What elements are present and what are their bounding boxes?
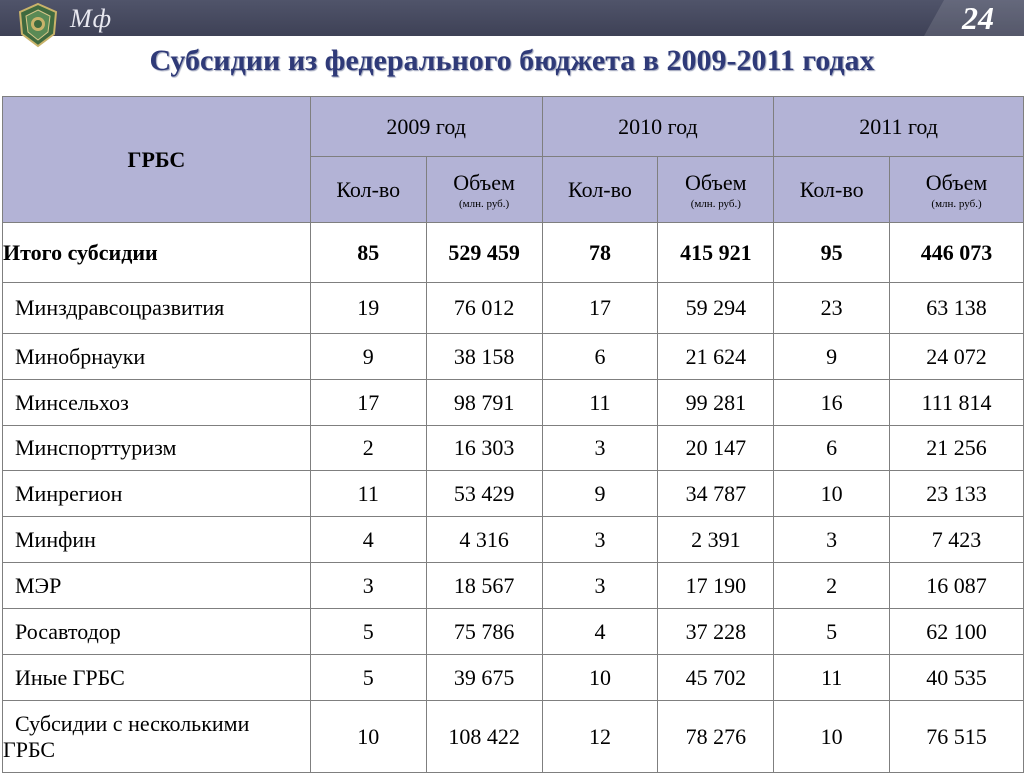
cell-value: 37 228: [658, 609, 774, 655]
total-row: [3, 223, 1024, 283]
table-row: [3, 701, 1024, 773]
count-header: Кол-во: [774, 157, 890, 223]
cell-value: 6: [542, 334, 658, 380]
grbs-header: ГРБС: [3, 97, 311, 223]
row-name: Минобрнауки: [3, 334, 311, 380]
cell-value: 98 791: [426, 380, 542, 426]
cell-value: 53 429: [426, 471, 542, 517]
volume-header: Объем (млн. руб.): [890, 157, 1024, 223]
cell-value: 111 814: [890, 380, 1024, 426]
cell-value: 85: [310, 223, 426, 283]
cell-value: 62 100: [890, 609, 1024, 655]
ministry-emblem-icon: [16, 2, 60, 48]
cell-value: 34 787: [658, 471, 774, 517]
cell-value: 5: [774, 609, 890, 655]
cell-value: 5: [310, 609, 426, 655]
cell-value: 21 256: [890, 426, 1024, 471]
cell-value: 4: [542, 609, 658, 655]
cell-value: 10: [310, 701, 426, 773]
row-name: Минспорттуризм: [3, 426, 311, 471]
table-row: [3, 517, 1024, 563]
cell-value: 4 316: [426, 517, 542, 563]
cell-value: 3: [542, 426, 658, 471]
cell-value: 10: [774, 471, 890, 517]
year-header-2010: 2010 год: [542, 97, 774, 157]
cell-value: 76 012: [426, 283, 542, 334]
table-row: [3, 334, 1024, 380]
cell-value: 17: [310, 380, 426, 426]
slide-title: Субсидии из федерального бюджета в 2009-2011 годах: [149, 44, 875, 77]
cell-value: 24 072: [890, 334, 1024, 380]
header-row-years: [3, 97, 1024, 157]
cell-value: 415 921: [658, 223, 774, 283]
row-name: Минсельхоз: [3, 380, 311, 426]
cell-value: 3: [542, 517, 658, 563]
cell-value: 9: [542, 471, 658, 517]
cell-value: 6: [774, 426, 890, 471]
cell-value: 12: [542, 701, 658, 773]
cell-value: 40 535: [890, 655, 1024, 701]
cell-value: 16: [774, 380, 890, 426]
cell-value: 9: [774, 334, 890, 380]
cell-value: 78 276: [658, 701, 774, 773]
cell-value: 3: [774, 517, 890, 563]
subsidies-table: [2, 96, 1024, 773]
row-name: Итого субсидии: [3, 223, 311, 283]
cell-value: 5: [310, 655, 426, 701]
cell-value: 4: [310, 517, 426, 563]
cell-value: 9: [310, 334, 426, 380]
row-name: Минздравсоцразвития: [3, 283, 311, 334]
cell-value: 16 303: [426, 426, 542, 471]
row-name: Росавтодор: [3, 609, 311, 655]
table-row: [3, 609, 1024, 655]
table-row: [3, 283, 1024, 334]
count-header: Кол-во: [310, 157, 426, 223]
cell-value: 78: [542, 223, 658, 283]
cell-value: 63 138: [890, 283, 1024, 334]
cell-value: 95: [774, 223, 890, 283]
cell-value: 11: [310, 471, 426, 517]
cell-value: 20 147: [658, 426, 774, 471]
cell-value: 10: [774, 701, 890, 773]
cell-value: 446 073: [890, 223, 1024, 283]
table-row: [3, 471, 1024, 517]
row-name: МЭР: [3, 563, 311, 609]
count-header: Кол-во: [542, 157, 658, 223]
cell-value: 39 675: [426, 655, 542, 701]
year-header-2011: 2011 год: [774, 97, 1024, 157]
cell-value: 59 294: [658, 283, 774, 334]
logo-text: Мф: [70, 4, 113, 33]
cell-value: 108 422: [426, 701, 542, 773]
cell-value: 17 190: [658, 563, 774, 609]
cell-value: 21 624: [658, 334, 774, 380]
cell-value: 10: [542, 655, 658, 701]
cell-value: 17: [542, 283, 658, 334]
cell-value: 529 459: [426, 223, 542, 283]
volume-header: Объем (млн. руб.): [426, 157, 542, 223]
volume-header: Объем (млн. руб.): [658, 157, 774, 223]
row-name: Субсидии с несколькими ГРБС: [3, 701, 311, 773]
cell-value: 76 515: [890, 701, 1024, 773]
cell-value: 19: [310, 283, 426, 334]
cell-value: 16 087: [890, 563, 1024, 609]
cell-value: 2 391: [658, 517, 774, 563]
row-name: Иные ГРБС: [3, 655, 311, 701]
table-row: [3, 655, 1024, 701]
cell-value: 7 423: [890, 517, 1024, 563]
cell-value: 99 281: [658, 380, 774, 426]
cell-value: 45 702: [658, 655, 774, 701]
row-name: Минрегион: [3, 471, 311, 517]
cell-value: 75 786: [426, 609, 542, 655]
page-number: 24: [962, 0, 994, 36]
cell-value: 3: [542, 563, 658, 609]
cell-value: 23 133: [890, 471, 1024, 517]
table-row: [3, 563, 1024, 609]
cell-value: 38 158: [426, 334, 542, 380]
table-row: [3, 426, 1024, 471]
cell-value: 2: [310, 426, 426, 471]
cell-value: 11: [542, 380, 658, 426]
cell-value: 18 567: [426, 563, 542, 609]
row-name: Минфин: [3, 517, 311, 563]
table-row: [3, 380, 1024, 426]
top-bar: [0, 0, 1024, 36]
cell-value: 23: [774, 283, 890, 334]
cell-value: 2: [774, 563, 890, 609]
cell-value: 3: [310, 563, 426, 609]
year-header-2009: 2009 год: [310, 97, 542, 157]
cell-value: 11: [774, 655, 890, 701]
